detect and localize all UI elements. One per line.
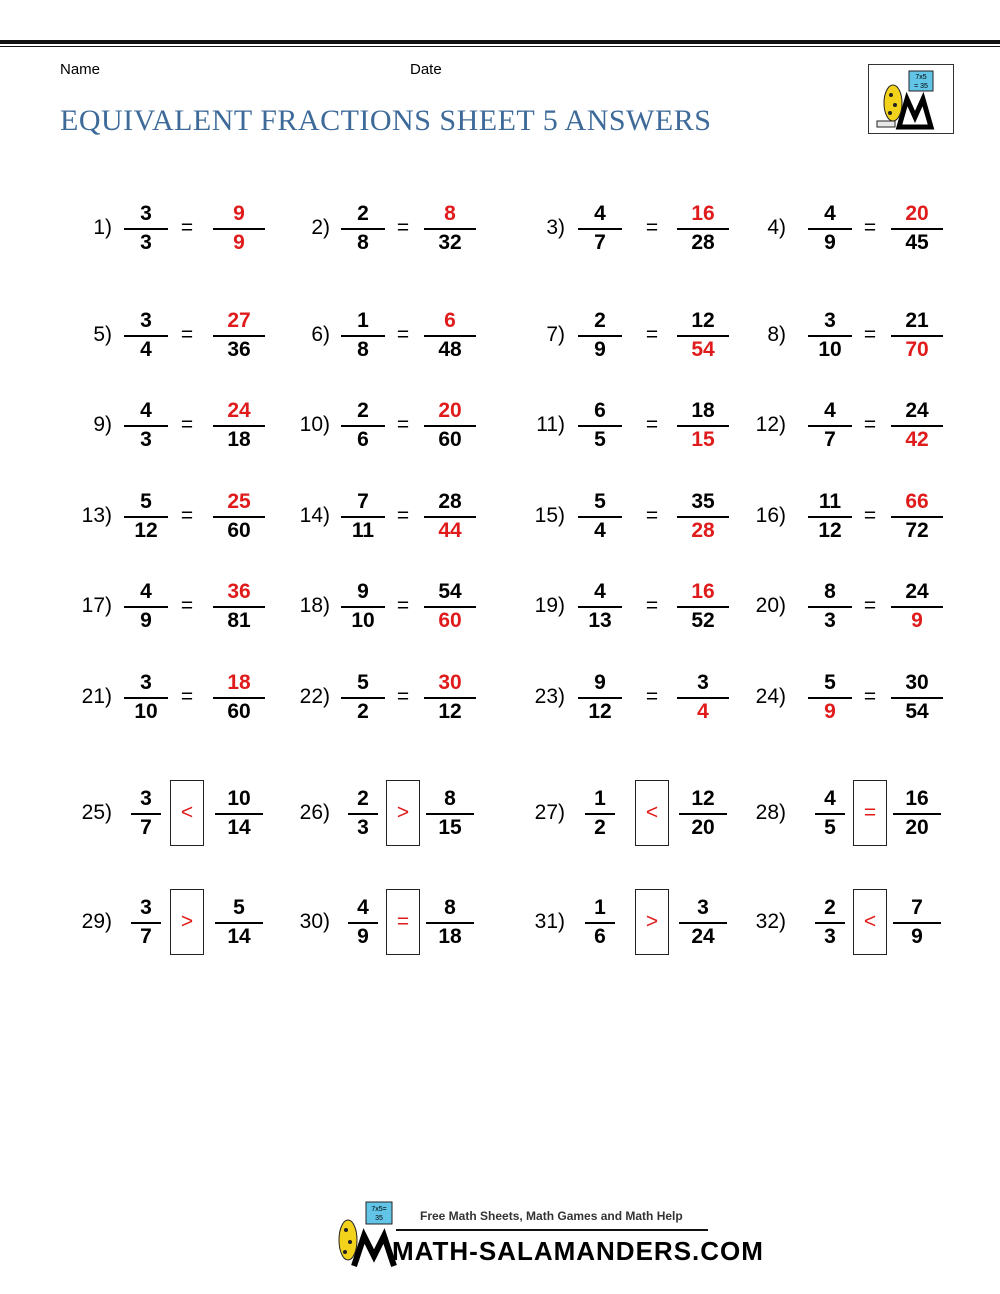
second-fraction-bar [679, 922, 727, 924]
equivalent-fraction-numerator: 24 [227, 399, 251, 422]
second-fraction-denominator: 18 [438, 925, 462, 948]
equivalent-fraction-denominator: 9 [233, 231, 245, 254]
equals-sign: = [396, 504, 410, 527]
problem-number: 3) [546, 216, 565, 239]
equivalent-fraction-bar [891, 425, 943, 427]
equivalent-fraction-numerator: 18 [691, 399, 715, 422]
problem-number: 11) [536, 413, 565, 436]
equals-sign: = [180, 594, 194, 617]
equivalent-fraction-bar [213, 606, 265, 608]
equals-sign: = [863, 323, 877, 346]
first-fraction-numerator: 3 [140, 896, 152, 919]
equivalent-fraction-denominator: 81 [227, 609, 251, 632]
logo-text-1: 7x5 [915, 74, 927, 81]
equivalent-fraction-bar [891, 606, 943, 608]
equivalent-fraction-bar [891, 335, 943, 337]
equivalent-fraction-bar [677, 228, 729, 230]
given-fraction-bar [808, 425, 852, 427]
comparison-answer-box[interactable] [635, 889, 669, 955]
given-fraction-numerator: 1 [357, 309, 369, 332]
equivalent-fraction-denominator: 9 [911, 609, 923, 632]
equivalent-fraction-denominator: 18 [227, 428, 251, 451]
second-fraction-denominator: 9 [911, 925, 923, 948]
problem-number: 30) [299, 910, 330, 933]
equivalent-fraction-denominator: 60 [227, 519, 251, 542]
given-fraction-numerator: 9 [594, 671, 606, 694]
given-fraction-denominator: 10 [351, 609, 375, 632]
given-fraction-bar [578, 228, 622, 230]
second-fraction-bar [215, 922, 263, 924]
given-fraction-denominator: 10 [134, 700, 158, 723]
comparison-answer-box[interactable] [853, 889, 887, 955]
comparison-sign: = [396, 910, 410, 933]
equals-sign: = [645, 504, 659, 527]
equals-sign: = [396, 323, 410, 346]
equivalent-fraction-denominator: 12 [438, 700, 462, 723]
equivalent-fraction-numerator: 54 [438, 580, 462, 603]
equivalent-fraction-bar [424, 228, 476, 230]
second-fraction-denominator: 14 [227, 925, 251, 948]
second-fraction-numerator: 3 [697, 896, 709, 919]
first-fraction-numerator: 3 [140, 787, 152, 810]
second-fraction-numerator: 12 [691, 787, 715, 810]
given-fraction-bar [341, 425, 385, 427]
equals-sign: = [645, 685, 659, 708]
problem-number: 13) [81, 504, 112, 527]
given-fraction-numerator: 8 [824, 580, 836, 603]
equivalent-fraction-numerator: 28 [438, 490, 462, 513]
equivalent-fraction-bar [891, 228, 943, 230]
equivalent-fraction-bar [677, 425, 729, 427]
given-fraction-numerator: 5 [357, 671, 369, 694]
second-fraction-bar [679, 813, 727, 815]
equals-sign: = [180, 504, 194, 527]
given-fraction-numerator: 2 [357, 399, 369, 422]
second-fraction-numerator: 8 [444, 787, 456, 810]
first-fraction-denominator: 2 [594, 816, 606, 839]
second-fraction-denominator: 14 [227, 816, 251, 839]
first-fraction-denominator: 7 [140, 925, 152, 948]
comparison-sign: = [863, 801, 877, 824]
given-fraction-bar [578, 606, 622, 608]
equivalent-fraction-numerator: 27 [227, 309, 251, 332]
equivalent-fraction-numerator: 20 [905, 202, 929, 225]
equivalent-fraction-numerator: 16 [691, 202, 715, 225]
equivalent-fraction-bar [213, 335, 265, 337]
given-fraction-numerator: 4 [824, 399, 836, 422]
footer-salamander-logo [328, 1200, 398, 1270]
equivalent-fraction-numerator: 18 [227, 671, 251, 694]
given-fraction-bar [124, 606, 168, 608]
second-fraction-denominator: 24 [691, 925, 715, 948]
given-fraction-numerator: 4 [824, 202, 836, 225]
equivalent-fraction-denominator: 45 [905, 231, 929, 254]
given-fraction-bar [578, 425, 622, 427]
first-fraction-denominator: 3 [824, 925, 836, 948]
equals-sign: = [645, 413, 659, 436]
equivalent-fraction-numerator: 36 [227, 580, 251, 603]
problem-number: 2) [311, 216, 330, 239]
given-fraction-denominator: 3 [140, 428, 152, 451]
given-fraction-denominator: 7 [824, 428, 836, 451]
equivalent-fraction-bar [213, 697, 265, 699]
given-fraction-numerator: 4 [140, 580, 152, 603]
equivalent-fraction-bar [424, 697, 476, 699]
given-fraction-numerator: 4 [594, 202, 606, 225]
given-fraction-denominator: 5 [594, 428, 606, 451]
name-label: Name [60, 61, 101, 78]
equivalent-fraction-denominator: 48 [438, 338, 462, 361]
first-fraction-numerator: 1 [594, 896, 606, 919]
equivalent-fraction-denominator: 32 [438, 231, 462, 254]
given-fraction-denominator: 8 [357, 231, 369, 254]
given-fraction-denominator: 9 [824, 231, 836, 254]
given-fraction-numerator: 3 [140, 202, 152, 225]
footer-logo-icon [328, 1200, 398, 1270]
equivalent-fraction-numerator: 20 [438, 399, 462, 422]
equivalent-fraction-bar [424, 516, 476, 518]
equivalent-fraction-bar [213, 516, 265, 518]
equivalent-fraction-bar [213, 228, 265, 230]
given-fraction-denominator: 9 [824, 700, 836, 723]
first-fraction-numerator: 2 [824, 896, 836, 919]
comparison-answer-box[interactable] [170, 780, 204, 846]
equals-sign: = [645, 594, 659, 617]
second-fraction-bar [426, 922, 474, 924]
problem-number: 6) [311, 323, 330, 346]
given-fraction-denominator: 8 [357, 338, 369, 361]
given-fraction-bar [808, 606, 852, 608]
equals-sign: = [396, 413, 410, 436]
equals-sign: = [863, 216, 877, 239]
footer-rule [396, 1229, 708, 1231]
given-fraction-numerator: 7 [357, 490, 369, 513]
equivalent-fraction-bar [677, 516, 729, 518]
comparison-sign: < [645, 801, 659, 824]
given-fraction-numerator: 3 [824, 309, 836, 332]
equivalent-fraction-numerator: 3 [697, 671, 709, 694]
given-fraction-numerator: 5 [824, 671, 836, 694]
second-fraction-bar [215, 813, 263, 815]
equivalent-fraction-numerator: 35 [691, 490, 715, 513]
comparison-answer-box[interactable] [386, 780, 420, 846]
comparison-answer-box[interactable] [635, 780, 669, 846]
equivalent-fraction-denominator: 60 [227, 700, 251, 723]
problem-number: 26) [299, 801, 330, 824]
given-fraction-bar [808, 335, 852, 337]
equals-sign: = [396, 685, 410, 708]
equals-sign: = [645, 216, 659, 239]
problem-number: 21) [81, 685, 112, 708]
equivalent-fraction-bar [424, 425, 476, 427]
comparison-sign: < [180, 801, 194, 824]
given-fraction-numerator: 2 [594, 309, 606, 332]
footer-logo-text-1: 7x5= [371, 1206, 387, 1213]
given-fraction-numerator: 5 [594, 490, 606, 513]
footer-site-link[interactable]: MATH-SALAMANDERS.COM [392, 1236, 764, 1266]
second-fraction-numerator: 8 [444, 896, 456, 919]
equivalent-fraction-denominator: 28 [691, 231, 715, 254]
given-fraction-bar [578, 335, 622, 337]
first-fraction-denominator: 3 [357, 816, 369, 839]
logo-text-2: = 35 [914, 83, 928, 90]
comparison-sign: < [863, 910, 877, 933]
given-fraction-denominator: 4 [594, 519, 606, 542]
equivalent-fraction-denominator: 70 [905, 338, 929, 361]
equivalent-fraction-bar [213, 425, 265, 427]
given-fraction-denominator: 11 [351, 519, 375, 542]
problem-number: 17) [81, 594, 112, 617]
first-fraction-bar [815, 922, 845, 924]
equivalent-fraction-numerator: 25 [227, 490, 251, 513]
first-fraction-denominator: 9 [357, 925, 369, 948]
equivalent-fraction-numerator: 24 [905, 399, 929, 422]
equivalent-fraction-bar [891, 516, 943, 518]
given-fraction-numerator: 3 [140, 309, 152, 332]
given-fraction-denominator: 3 [824, 609, 836, 632]
problem-number: 28) [755, 801, 786, 824]
equivalent-fraction-denominator: 72 [905, 519, 929, 542]
equivalent-fraction-denominator: 54 [691, 338, 715, 361]
problem-number: 14) [299, 504, 330, 527]
equivalent-fraction-numerator: 66 [905, 490, 929, 513]
given-fraction-numerator: 3 [140, 671, 152, 694]
given-fraction-denominator: 6 [357, 428, 369, 451]
comparison-sign: > [645, 910, 659, 933]
equivalent-fraction-bar [424, 335, 476, 337]
equivalent-fraction-denominator: 28 [691, 519, 715, 542]
equals-sign: = [396, 594, 410, 617]
problem-number: 22) [299, 685, 330, 708]
problem-number: 10) [299, 413, 330, 436]
problem-number: 31) [534, 910, 565, 933]
first-fraction-bar [131, 922, 161, 924]
comparison-answer-box[interactable] [853, 780, 887, 846]
given-fraction-denominator: 9 [140, 609, 152, 632]
given-fraction-numerator: 5 [140, 490, 152, 513]
given-fraction-numerator: 9 [357, 580, 369, 603]
problem-number: 15) [534, 504, 565, 527]
given-fraction-bar [341, 228, 385, 230]
footer-tagline: Free Math Sheets, Math Games and Math Help [420, 1209, 683, 1223]
second-fraction-numerator: 10 [227, 787, 251, 810]
given-fraction-denominator: 12 [134, 519, 158, 542]
problem-number: 8) [767, 323, 786, 346]
equals-sign: = [863, 685, 877, 708]
second-fraction-bar [893, 813, 941, 815]
second-fraction-bar [893, 922, 941, 924]
equivalent-fraction-denominator: 44 [438, 519, 462, 542]
equivalent-fraction-bar [677, 697, 729, 699]
comparison-answer-box[interactable] [386, 889, 420, 955]
equals-sign: = [863, 594, 877, 617]
first-fraction-bar [585, 922, 615, 924]
equals-sign: = [180, 413, 194, 436]
equivalent-fraction-bar [677, 606, 729, 608]
given-fraction-denominator: 13 [588, 609, 612, 632]
given-fraction-numerator: 4 [140, 399, 152, 422]
given-fraction-bar [578, 516, 622, 518]
given-fraction-bar [808, 516, 852, 518]
problem-number: 32) [755, 910, 786, 933]
second-fraction-denominator: 20 [905, 816, 929, 839]
given-fraction-bar [341, 335, 385, 337]
first-fraction-bar [131, 813, 161, 815]
given-fraction-denominator: 3 [140, 231, 152, 254]
problem-number: 24) [755, 685, 786, 708]
equivalent-fraction-numerator: 30 [905, 671, 929, 694]
first-fraction-bar [348, 813, 378, 815]
equivalent-fraction-numerator: 12 [691, 309, 715, 332]
equivalent-fraction-bar [677, 335, 729, 337]
first-fraction-bar [348, 922, 378, 924]
equals-sign: = [180, 323, 194, 346]
given-fraction-bar [124, 516, 168, 518]
comparison-sign: > [180, 910, 194, 933]
second-fraction-numerator: 5 [233, 896, 245, 919]
problem-number: 23) [534, 685, 565, 708]
second-fraction-bar [426, 813, 474, 815]
equivalent-fraction-denominator: 15 [691, 428, 715, 451]
equivalent-fraction-denominator: 4 [697, 700, 709, 723]
first-fraction-denominator: 6 [594, 925, 606, 948]
problem-number: 27) [534, 801, 565, 824]
given-fraction-denominator: 12 [818, 519, 842, 542]
first-fraction-numerator: 4 [824, 787, 836, 810]
page-title: EQUIVALENT FRACTIONS SHEET 5 ANSWERS [60, 104, 712, 137]
given-fraction-bar [341, 697, 385, 699]
equals-sign: = [645, 323, 659, 346]
second-fraction-numerator: 7 [911, 896, 923, 919]
equivalent-fraction-numerator: 21 [905, 309, 929, 332]
equivalent-fraction-numerator: 24 [905, 580, 929, 603]
equivalent-fraction-bar [891, 697, 943, 699]
equivalent-fraction-denominator: 60 [438, 428, 462, 451]
problem-number: 29) [81, 910, 112, 933]
given-fraction-numerator: 6 [594, 399, 606, 422]
equivalent-fraction-numerator: 6 [444, 309, 456, 332]
equivalent-fraction-numerator: 30 [438, 671, 462, 694]
second-fraction-denominator: 15 [438, 816, 462, 839]
equals-sign: = [863, 413, 877, 436]
given-fraction-denominator: 7 [594, 231, 606, 254]
given-fraction-numerator: 11 [818, 490, 842, 513]
first-fraction-denominator: 7 [140, 816, 152, 839]
first-fraction-numerator: 4 [357, 896, 369, 919]
date-label: Date [410, 61, 442, 78]
problem-number: 7) [546, 323, 565, 346]
first-fraction-bar [585, 813, 615, 815]
given-fraction-bar [341, 516, 385, 518]
first-fraction-bar [815, 813, 845, 815]
given-fraction-bar [341, 606, 385, 608]
second-fraction-numerator: 16 [905, 787, 929, 810]
equivalent-fraction-denominator: 54 [905, 700, 929, 723]
given-fraction-bar [124, 425, 168, 427]
problem-number: 5) [93, 323, 112, 346]
problem-number: 20) [755, 594, 786, 617]
given-fraction-denominator: 10 [818, 338, 842, 361]
given-fraction-denominator: 9 [594, 338, 606, 361]
given-fraction-bar [578, 697, 622, 699]
given-fraction-denominator: 4 [140, 338, 152, 361]
given-fraction-numerator: 4 [594, 580, 606, 603]
equivalent-fraction-numerator: 9 [233, 202, 245, 225]
given-fraction-bar [808, 228, 852, 230]
equivalent-fraction-bar [424, 606, 476, 608]
problem-number: 12) [755, 413, 786, 436]
given-fraction-numerator: 2 [357, 202, 369, 225]
given-fraction-denominator: 2 [357, 700, 369, 723]
problem-number: 25) [81, 801, 112, 824]
equals-sign: = [180, 685, 194, 708]
problem-number: 4) [767, 216, 786, 239]
given-fraction-denominator: 12 [588, 700, 612, 723]
equals-sign: = [863, 504, 877, 527]
comparison-answer-box[interactable] [170, 889, 204, 955]
footer-logo-text-2: 35 [375, 1215, 383, 1222]
comparison-sign: > [396, 801, 410, 824]
first-fraction-numerator: 1 [594, 787, 606, 810]
equivalent-fraction-denominator: 60 [438, 609, 462, 632]
given-fraction-bar [124, 335, 168, 337]
problem-number: 19) [534, 594, 565, 617]
problem-number: 1) [93, 216, 112, 239]
second-fraction-denominator: 20 [691, 816, 715, 839]
given-fraction-bar [124, 228, 168, 230]
first-fraction-numerator: 2 [357, 787, 369, 810]
problem-number: 18) [299, 594, 330, 617]
equivalent-fraction-denominator: 52 [691, 609, 715, 632]
given-fraction-bar [808, 697, 852, 699]
equivalent-fraction-numerator: 16 [691, 580, 715, 603]
equivalent-fraction-denominator: 36 [227, 338, 251, 361]
given-fraction-bar [124, 697, 168, 699]
equivalent-fraction-numerator: 8 [444, 202, 456, 225]
first-fraction-denominator: 5 [824, 816, 836, 839]
problem-number: 9) [93, 413, 112, 436]
equivalent-fraction-denominator: 42 [905, 428, 929, 451]
problem-number: 16) [755, 504, 786, 527]
equals-sign: = [396, 216, 410, 239]
equals-sign: = [180, 216, 194, 239]
